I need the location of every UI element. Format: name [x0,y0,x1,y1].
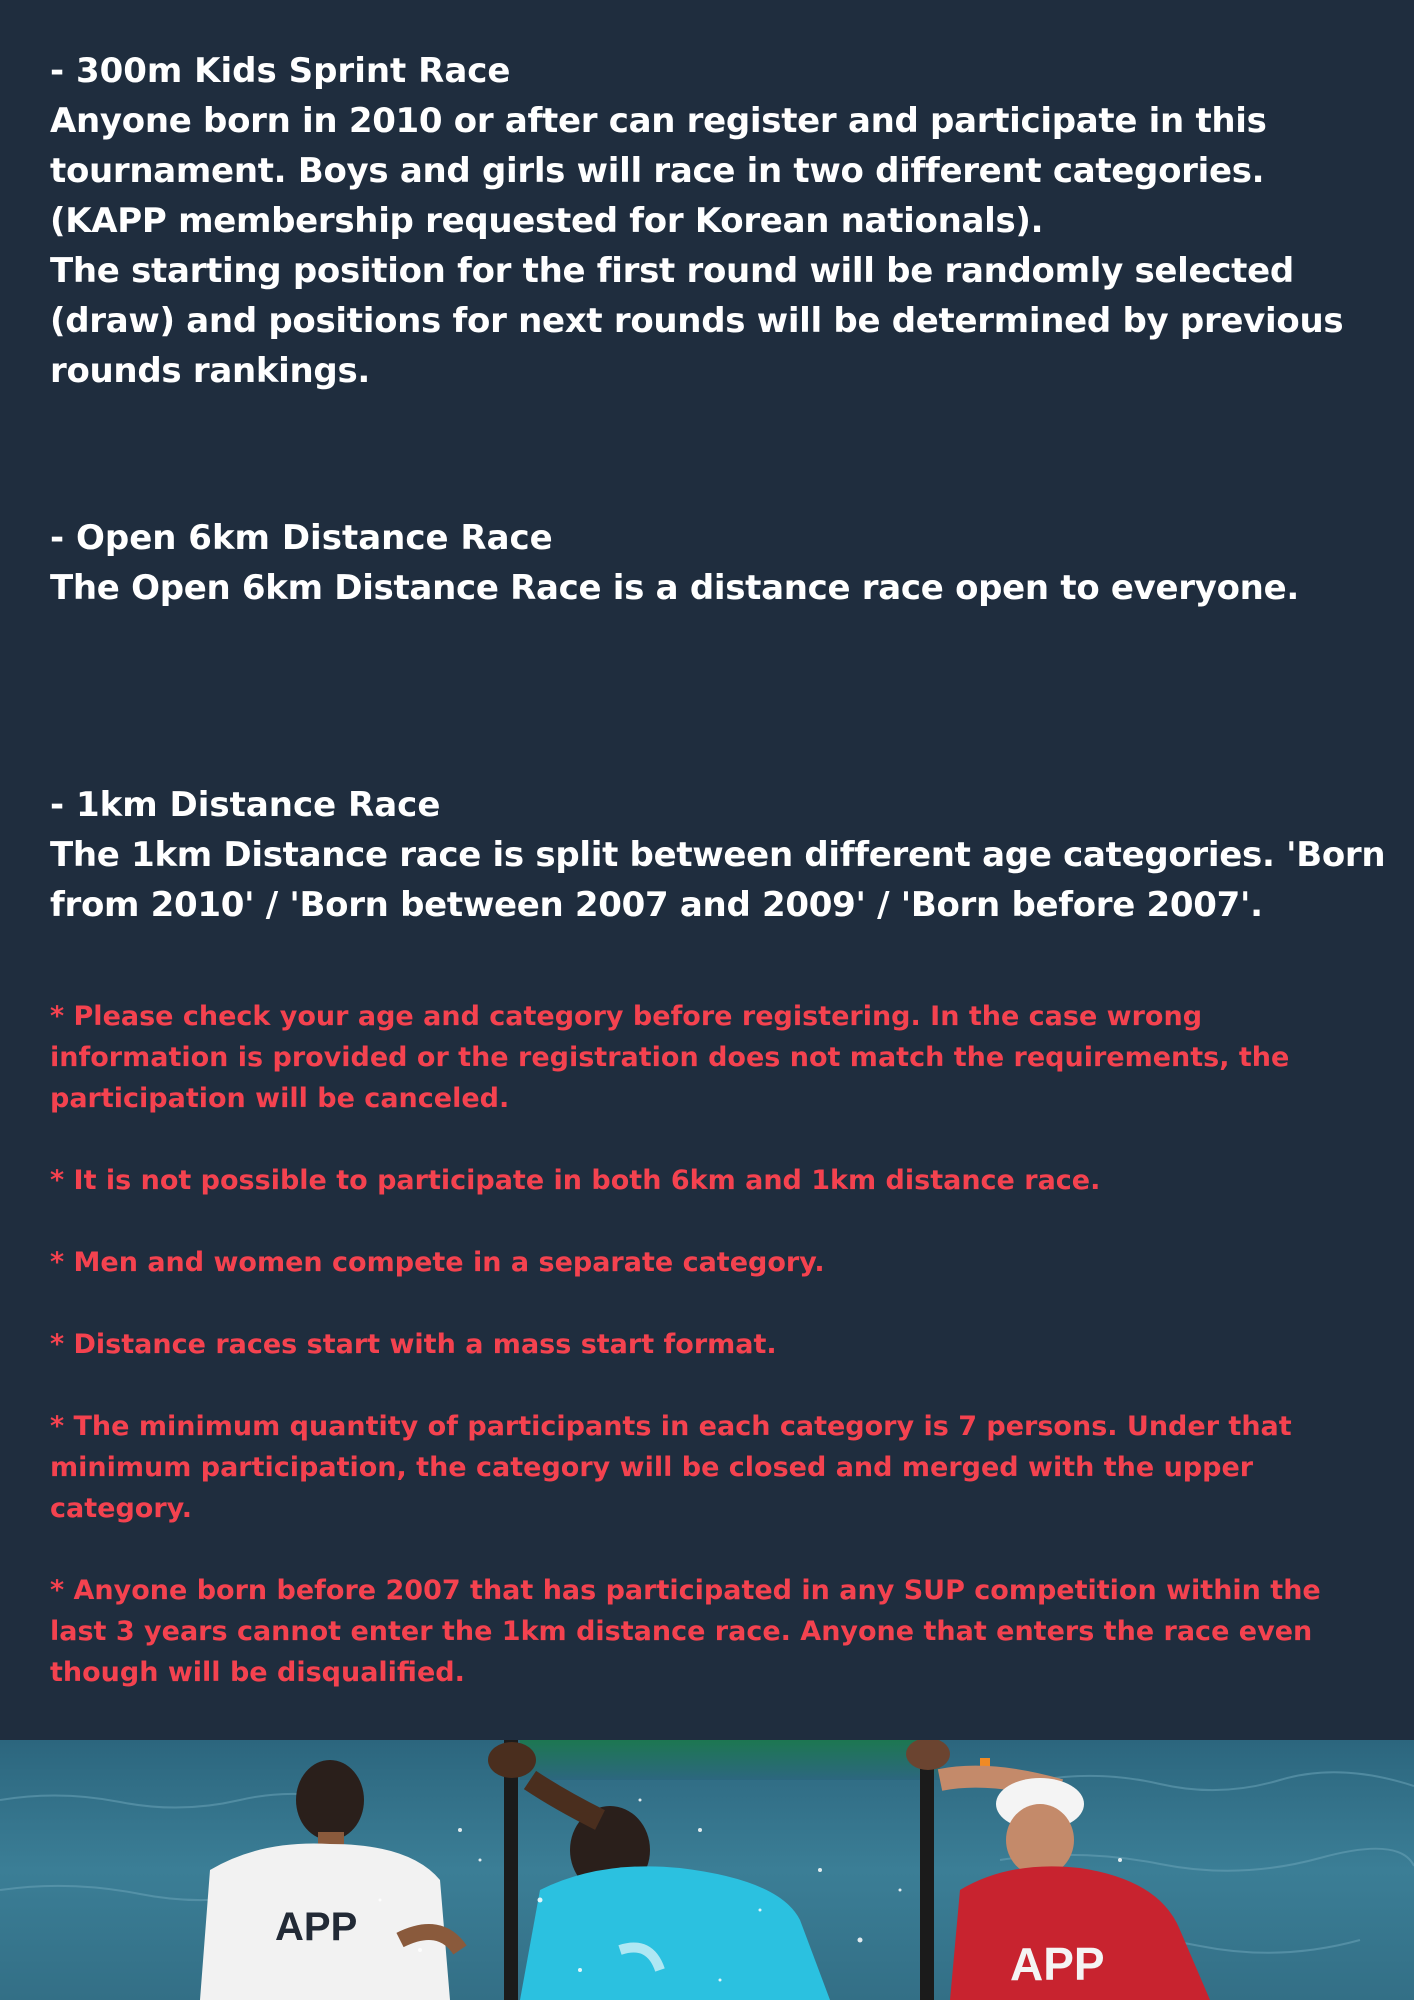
rules-notes [50,996,1390,1734]
1km-distance-heading: - 1km Distance Race [50,785,441,825]
kids-sprint-heading: - 300m Kids Sprint Race [50,51,511,91]
note-line: * It is not possible to participate in both 6km and 1km distance race. [50,1165,1101,1196]
note-item [50,1570,1390,1693]
kids-sprint-line: The starting position for the first round will be randomly selected [50,251,1294,291]
note-item [50,1324,1390,1365]
note-item [50,1160,1390,1201]
1km-distance-section [50,780,1390,930]
note-item [50,1242,1390,1283]
note-item [50,1406,1390,1529]
paddle-shaft-middle [504,1740,518,2000]
kids-sprint-line: (KAPP membership requested for Korean nationals). [50,201,1044,241]
kids-sprint-line: tournament. Boys and girls will race in two different categories. [50,151,1265,191]
note-line: * Men and women compete in a separate category. [50,1247,825,1278]
kids-sprint-line: Anyone born in 2010 or after can register and participate in this [50,101,1267,141]
note-line: though will be disqualified. [50,1657,465,1688]
paddlers-photo [0,1740,1414,2000]
note-line: last 3 years cannot enter the 1km distance race. Anyone that enters the race even [50,1616,1313,1647]
1km-distance-line: from 2010' / 'Born between 2007 and 2009' / 'Born before 2007'. [50,885,1263,925]
note-line: participation will be canceled. [50,1083,510,1114]
note-item [50,996,1390,1119]
open-distance-heading: - Open 6km Distance Race [50,518,553,558]
note-line: minimum participation, the category will be closed and merged with the upper [50,1452,1254,1483]
paddle-shaft-right [920,1740,934,2000]
note-line: * The minimum quantity of participants in each category is 7 persons. Under that [50,1411,1292,1442]
open-distance-line: The Open 6km Distance Race is a distance race open to everyone. [50,568,1299,608]
open-distance-section [50,513,1390,613]
note-line: information is provided or the registration does not match the requirements, the [50,1042,1290,1073]
green-banner [520,1740,940,1780]
kids-sprint-line: (draw) and positions for next rounds will be determined by previous [50,301,1344,341]
note-line: category. [50,1493,193,1524]
1km-distance-line: The 1km Distance race is split between different age categories. 'Born [50,835,1386,875]
red-shirt-print: APP [1010,1938,1105,1990]
white-shirt-print: APP [275,1905,358,1949]
note-line: * Please check your age and category before registering. In the case wrong [50,1001,1203,1032]
note-line: * Distance races start with a mass start format. [50,1329,777,1360]
kids-sprint-section [50,46,1390,396]
note-line: * Anyone born before 2007 that has participated in any SUP competition within the [50,1575,1321,1606]
kids-sprint-line: rounds rankings. [50,351,371,391]
paddlers-photo-illustration [0,1740,1414,2000]
